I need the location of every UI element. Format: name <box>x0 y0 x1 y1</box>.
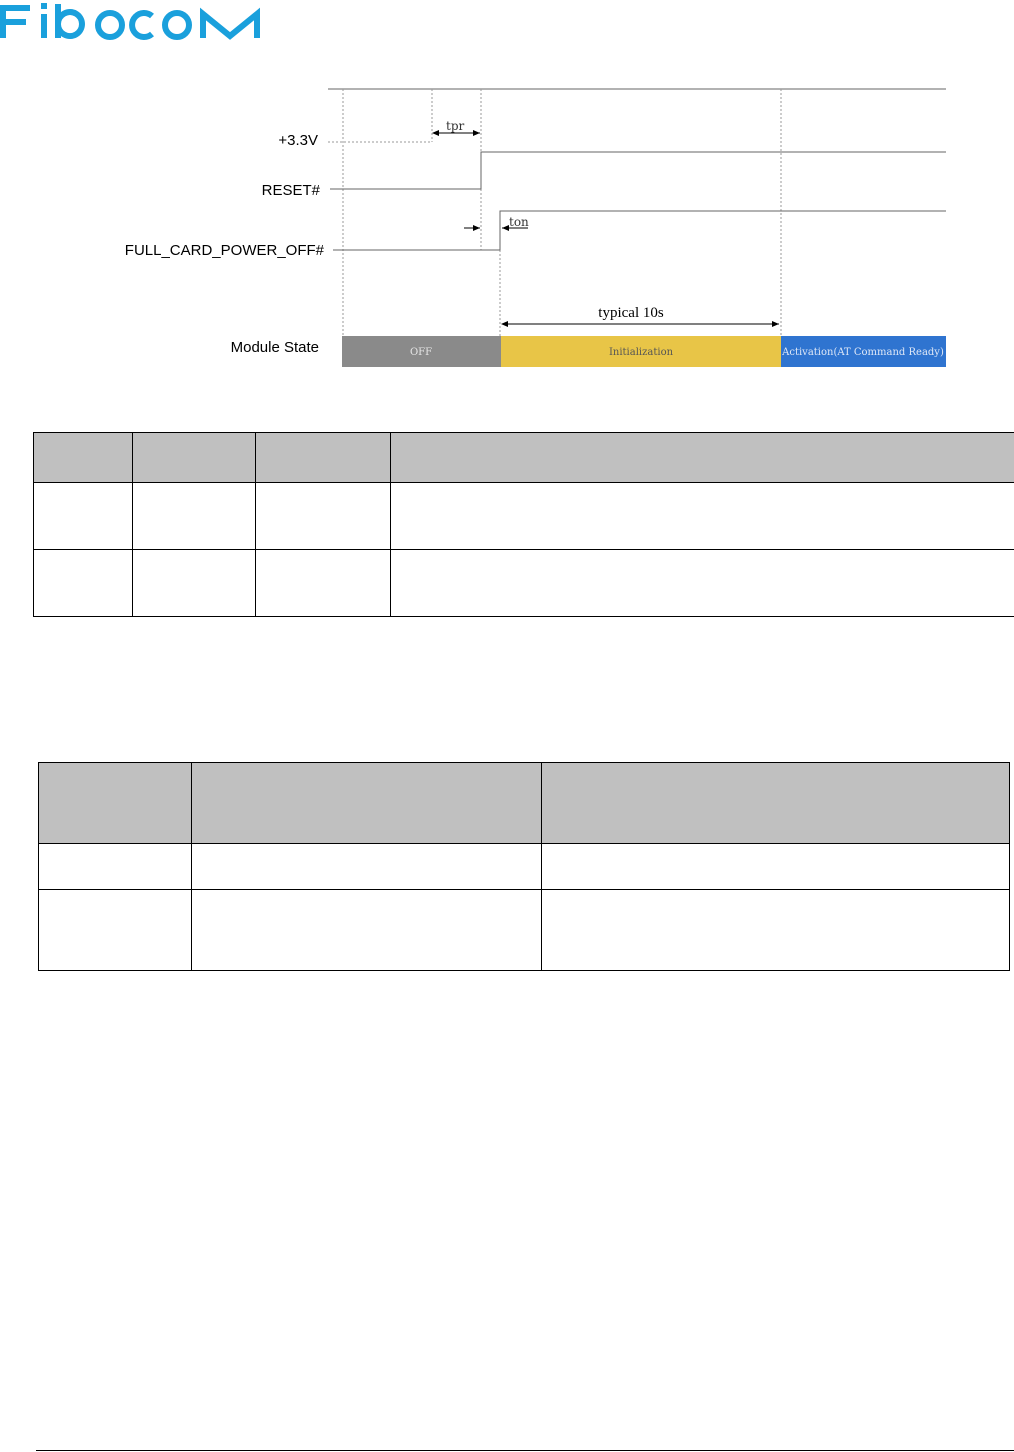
signal-label-3v3: +3.3V <box>278 132 318 149</box>
table-row <box>39 890 1010 971</box>
table-header-cell <box>542 763 1010 844</box>
table-header-cell <box>256 433 391 483</box>
table-cell <box>391 550 1014 617</box>
table-cell <box>34 550 133 617</box>
state-init-label: Initialization <box>608 347 674 358</box>
table-cell <box>256 483 391 550</box>
footer-divider <box>36 1450 1014 1451</box>
typical-duration-label: typical 10s <box>598 305 664 321</box>
table-header-cell <box>133 433 256 483</box>
table-header-cell <box>34 433 133 483</box>
fibocom-logo <box>0 0 270 44</box>
signal-trace-reset <box>330 152 946 189</box>
table-header-row <box>39 763 1010 844</box>
table-row <box>39 844 1010 890</box>
table-cell <box>133 483 256 550</box>
table-header-row <box>34 433 1014 483</box>
table-cell <box>542 844 1010 890</box>
table-header-cell <box>192 763 542 844</box>
state-off-label: OFF <box>409 347 433 358</box>
module-state-label: Module State <box>230 339 319 356</box>
table-cell <box>391 483 1014 550</box>
table-cell <box>34 483 133 550</box>
table-row <box>34 483 1014 550</box>
table-header-cell <box>39 763 192 844</box>
tpr-label: tpr <box>446 119 465 133</box>
signal-label-fcpo: FULL_CARD_POWER_OFF# <box>124 242 324 259</box>
signal-trace-fcpo <box>333 211 946 250</box>
signal-label-reset: RESET# <box>261 182 320 199</box>
power-on-timing-diagram <box>0 80 1014 380</box>
table-cell <box>256 550 391 617</box>
state-active-label: Activation(AT Command Ready) <box>782 347 944 358</box>
table-cell <box>542 890 1010 971</box>
table-header-cell <box>391 433 1014 483</box>
table-cell <box>192 890 542 971</box>
table-row <box>34 550 1014 617</box>
table-cell <box>192 844 542 890</box>
reference-lines <box>343 89 781 336</box>
timing-parameter-table <box>33 432 1014 617</box>
table-cell <box>39 844 192 890</box>
table-cell <box>39 890 192 971</box>
state-description-table <box>38 762 1010 971</box>
ton-label: ton <box>509 215 529 229</box>
table-cell <box>133 550 256 617</box>
